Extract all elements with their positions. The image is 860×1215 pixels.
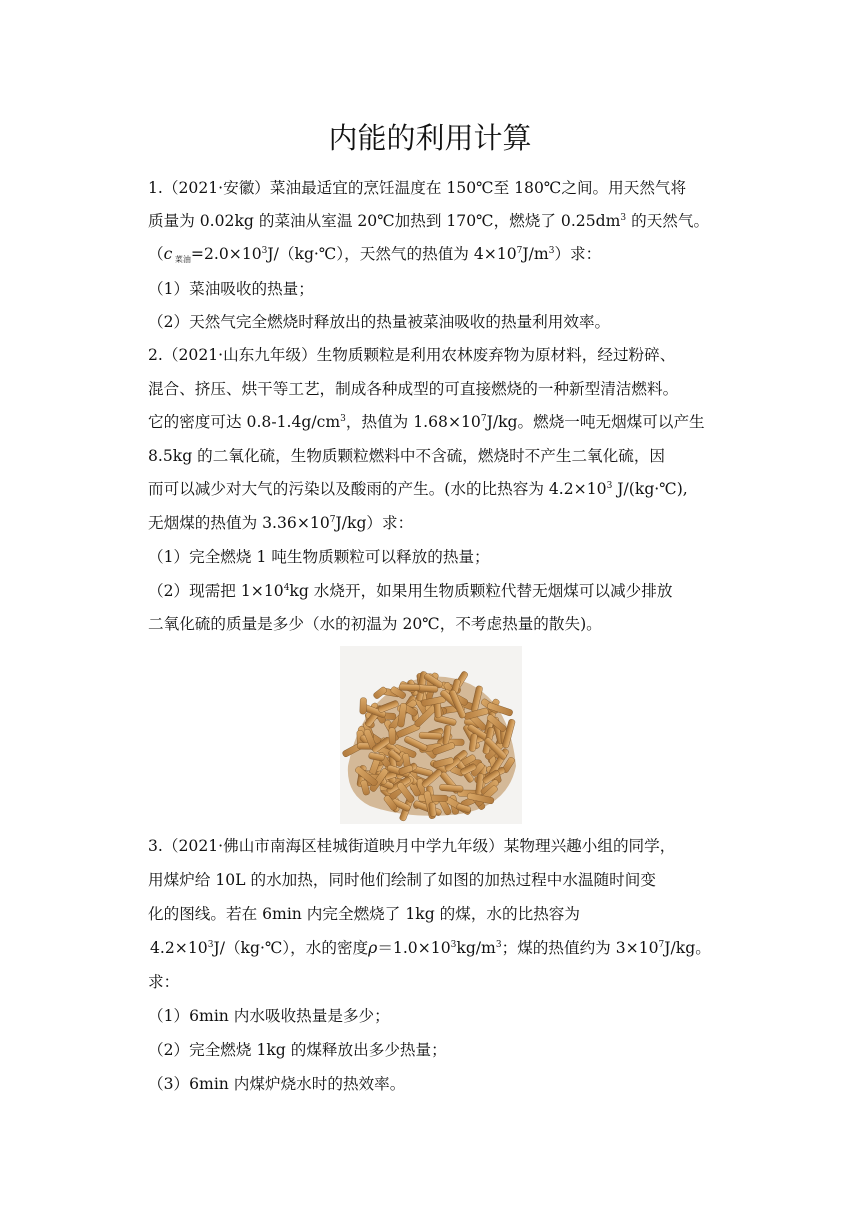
- pellet-shape: [399, 684, 420, 691]
- q3-line-1: 3.（2021·佛山市南海区桂城街道映月中学九年级）某物理兴趣小组的同学，: [148, 837, 676, 855]
- q2-line-5: 而可以减少对大气的污染以及酸雨的产生。(水的比热容为 $4.2\times 10^3$ J/(kg·℃),: [148, 480, 688, 498]
- q1-line-3: （c $_{菜油}=2.0\times 10^3J/(kg\cdot℃)$，天然气的热值为 $4\times 10^7J/m^3$）求：: [148, 245, 602, 264]
- q2-line-9: 二氧化硫的质量是多少（水的初温为 20℃，不考虑热量的散失)。: [148, 615, 602, 633]
- q2-line-1: 2.（2021·山东九年级）生物质颗粒是利用农林废弃物为原材料，经过粉碎、: [148, 346, 676, 364]
- q1-subquestion-2: （2）天然气完全燃烧时释放出的热量被菜油吸收的热量利用效率。: [148, 313, 611, 331]
- pellet-shape: [418, 795, 448, 802]
- pellet-shape: [419, 732, 442, 740]
- q1-line-1: 1.（2021·安徽）菜油最适宜的烹饪温度在 150℃至 180℃之间。用天然气将: [148, 179, 687, 197]
- page-title: 内能的利用计算: [328, 121, 532, 155]
- pellet-shape: [360, 698, 367, 715]
- q2-line-6: 无烟煤的热值为 $3.36\times 10^7J/kg$）求：: [148, 514, 414, 532]
- q3-subquestion-2: （2）完全燃烧 1kg 的煤释放出多少热量；: [148, 1041, 447, 1059]
- q2-subquestion-1: （1）完全燃烧 1 吨生物质颗粒可以释放的热量；: [148, 548, 490, 566]
- q2-line-2: 混合、挤压、烘干等工艺，制成各种成型的可直接燃烧的一种新型清洁燃料。: [148, 380, 679, 398]
- q3-line-2: 用煤炉给 10L 的水加热，同时他们绘制了如图的加热过程中水温随时间变: [148, 871, 656, 889]
- q3-line-3: 化的图线。若在 6min 内完全燃烧了 1kg 的煤，水的比热容为: [148, 905, 580, 923]
- q2-subquestion-2: （2）现需把 $1\times 10^4kg$ 水烧开，如果用生物质颗粒代替无烟煤可以减少排放: [148, 582, 673, 600]
- q2-line-4: 8.5kg 的二氧化硫，生物质颗粒燃料中不含硫，燃烧时不产生二氧化硫，因: [148, 447, 666, 465]
- q3-line-4: $4.2\times 10^3J/(kg\cdot℃)$，水的密度$\rho=1.0\times 10^3kg/m^3$；煤的热值约为 $3\times 10^7J/kg$。: [150, 939, 711, 957]
- q1-line-2: 质量为 0.02kg 的菜油从室温 20℃加热到 170℃，燃烧了 $0.25dm^3$ 的天然气。: [148, 212, 710, 230]
- q1-subquestion-1: （1）菜油吸收的热量；: [148, 280, 314, 298]
- biomass-pellets-image: [340, 646, 522, 824]
- q2-line-3: 它的密度可达 $0.8-1.4g/cm^3$，热值为 $1.68\times 10^7J/kg$。燃烧一吨无烟煤可以产生: [148, 413, 705, 431]
- q3-subquestion-3: （3）6min 内煤炉烧水时的热效率。: [148, 1075, 406, 1093]
- q3-subquestion-1: （1）6min 内水吸收热量是多少；: [148, 1007, 390, 1025]
- q3-line-5: 求：: [148, 973, 180, 991]
- pellet-shape: [389, 728, 396, 745]
